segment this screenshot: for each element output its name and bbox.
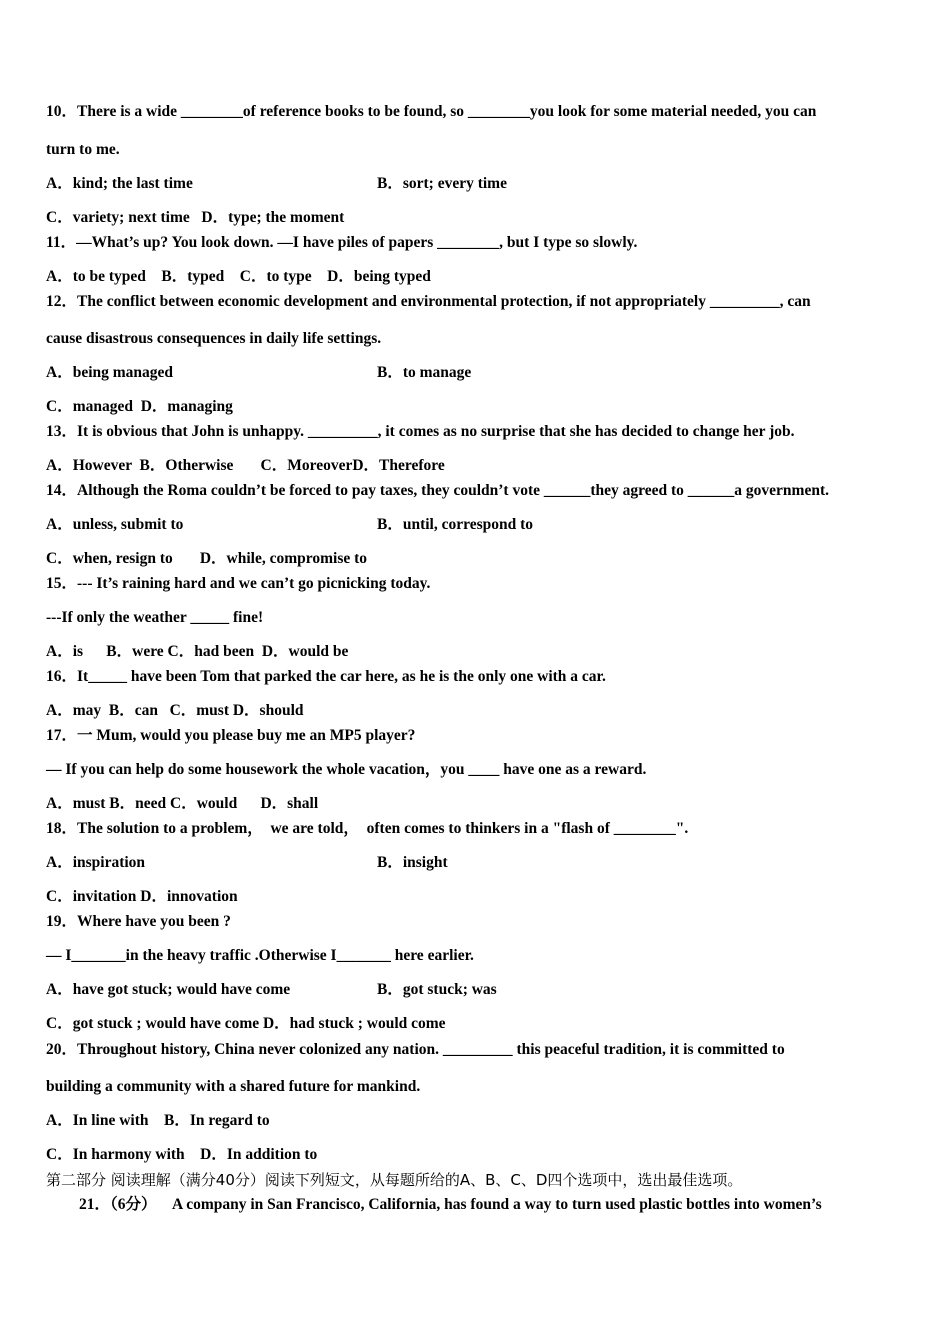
question-10-option-a: A．kind; the last time — [46, 175, 193, 192]
question-19-option-b: B．got stuck; was — [377, 981, 497, 998]
question-19-stem: 19．Where have you been ? — [46, 913, 231, 930]
question-15-options: A．is B．were C．had been D．would be — [46, 643, 349, 660]
question-12-stem: 12．The conflict between economic development and environmental protection, if not appropriately _________, can — [46, 293, 811, 310]
question-11-options: A．to be typed B．typed C．to type D．being typed — [46, 268, 431, 285]
question-12-option-a: A．being managed — [46, 364, 174, 381]
question-16-options: A．may B．can C．must D．should — [46, 702, 304, 719]
question-18-options-cd: C．invitation D．innovation — [46, 888, 238, 905]
question-21-passage-start: 21．（6分） A company in San Francisco, California, has found a way to turn used plastic bottles into women’s — [79, 1196, 822, 1213]
question-12-options-cd: C．managed D．managing — [46, 398, 233, 415]
question-15-stem: 15．--- It’s raining hard and we can’t go picnicking today. — [46, 575, 431, 592]
question-10-option-b: B．sort; every time — [377, 175, 507, 192]
question-20-stem: 20．Throughout history, China never colonized any nation. _________ this peaceful tradition, it is committed to — [46, 1041, 785, 1058]
question-15-reply: ---If only the weather _____ fine! — [46, 609, 264, 626]
question-17-reply: — If you can help do some housework the whole vacation，you ____ have one as a reward. — [46, 761, 647, 778]
question-19-reply: — I_______in the heavy traffic .Otherwise I_______ here earlier. — [46, 947, 474, 964]
question-17-options: A．must B．need C．would D．shall — [46, 795, 319, 812]
question-19-option-a: A．have got stuck; would have come — [46, 981, 291, 998]
question-20-stem-cont: building a community with a shared future for mankind. — [46, 1078, 421, 1095]
question-20-options-ab: A．In line with B．In regard to — [46, 1112, 270, 1129]
question-16-stem: 16．It_____ have been Tom that parked the car here, as he is the only one with a car. — [46, 668, 606, 685]
question-14-option-b: B．until, correspond to — [377, 516, 534, 533]
part-two-heading: 第二部分 阅读理解（满分40分）阅读下列短文，从每题所给的A、B、C、D四个选项中，选出最佳选项。 — [46, 1171, 743, 1189]
question-10-options-cd: C．variety; next time D．type; the moment — [46, 209, 345, 226]
question-13-options: A．However B．Otherwise C．MoreoverD．Therefore — [46, 457, 445, 474]
question-12-option-b: B．to manage — [377, 364, 472, 381]
question-13-stem: 13．It is obvious that John is unhappy. _________, it comes as no surprise that she has decided to change her job. — [46, 423, 795, 440]
question-10-stem-cont: turn to me. — [46, 141, 120, 158]
question-18-option-b: B．insight — [377, 854, 448, 871]
question-14-stem: 14．Although the Roma couldn’t be forced to pay taxes, they couldn’t vote ______they agreed to ______a government. — [46, 482, 829, 499]
question-11-stem: 11．—What’s up? You look down. —I have piles of papers ________, but I type so slowly. — [46, 234, 638, 251]
question-19-options-cd: C．got stuck ; would have come D．had stuck ; would come — [46, 1015, 446, 1032]
question-18-option-a: A．inspiration — [46, 854, 146, 871]
question-14-option-a: A．unless, submit to — [46, 516, 184, 533]
question-18-stem: 18．The solution to a problem， we are told， often comes to thinkers in a "flash of ________". — [46, 820, 689, 837]
question-20-options-cd: C．In harmony with D．In addition to — [46, 1146, 318, 1163]
question-10-stem: 10．There is a wide ________of reference books to be found, so ________you look for some material needed, you can — [46, 103, 817, 120]
question-17-stem: 17．一 Mum, would you please buy me an MP5 player? — [46, 727, 416, 744]
question-14-options-cd: C．when, resign to D．while, compromise to — [46, 550, 368, 567]
question-12-stem-cont: cause disastrous consequences in daily life settings. — [46, 330, 382, 347]
